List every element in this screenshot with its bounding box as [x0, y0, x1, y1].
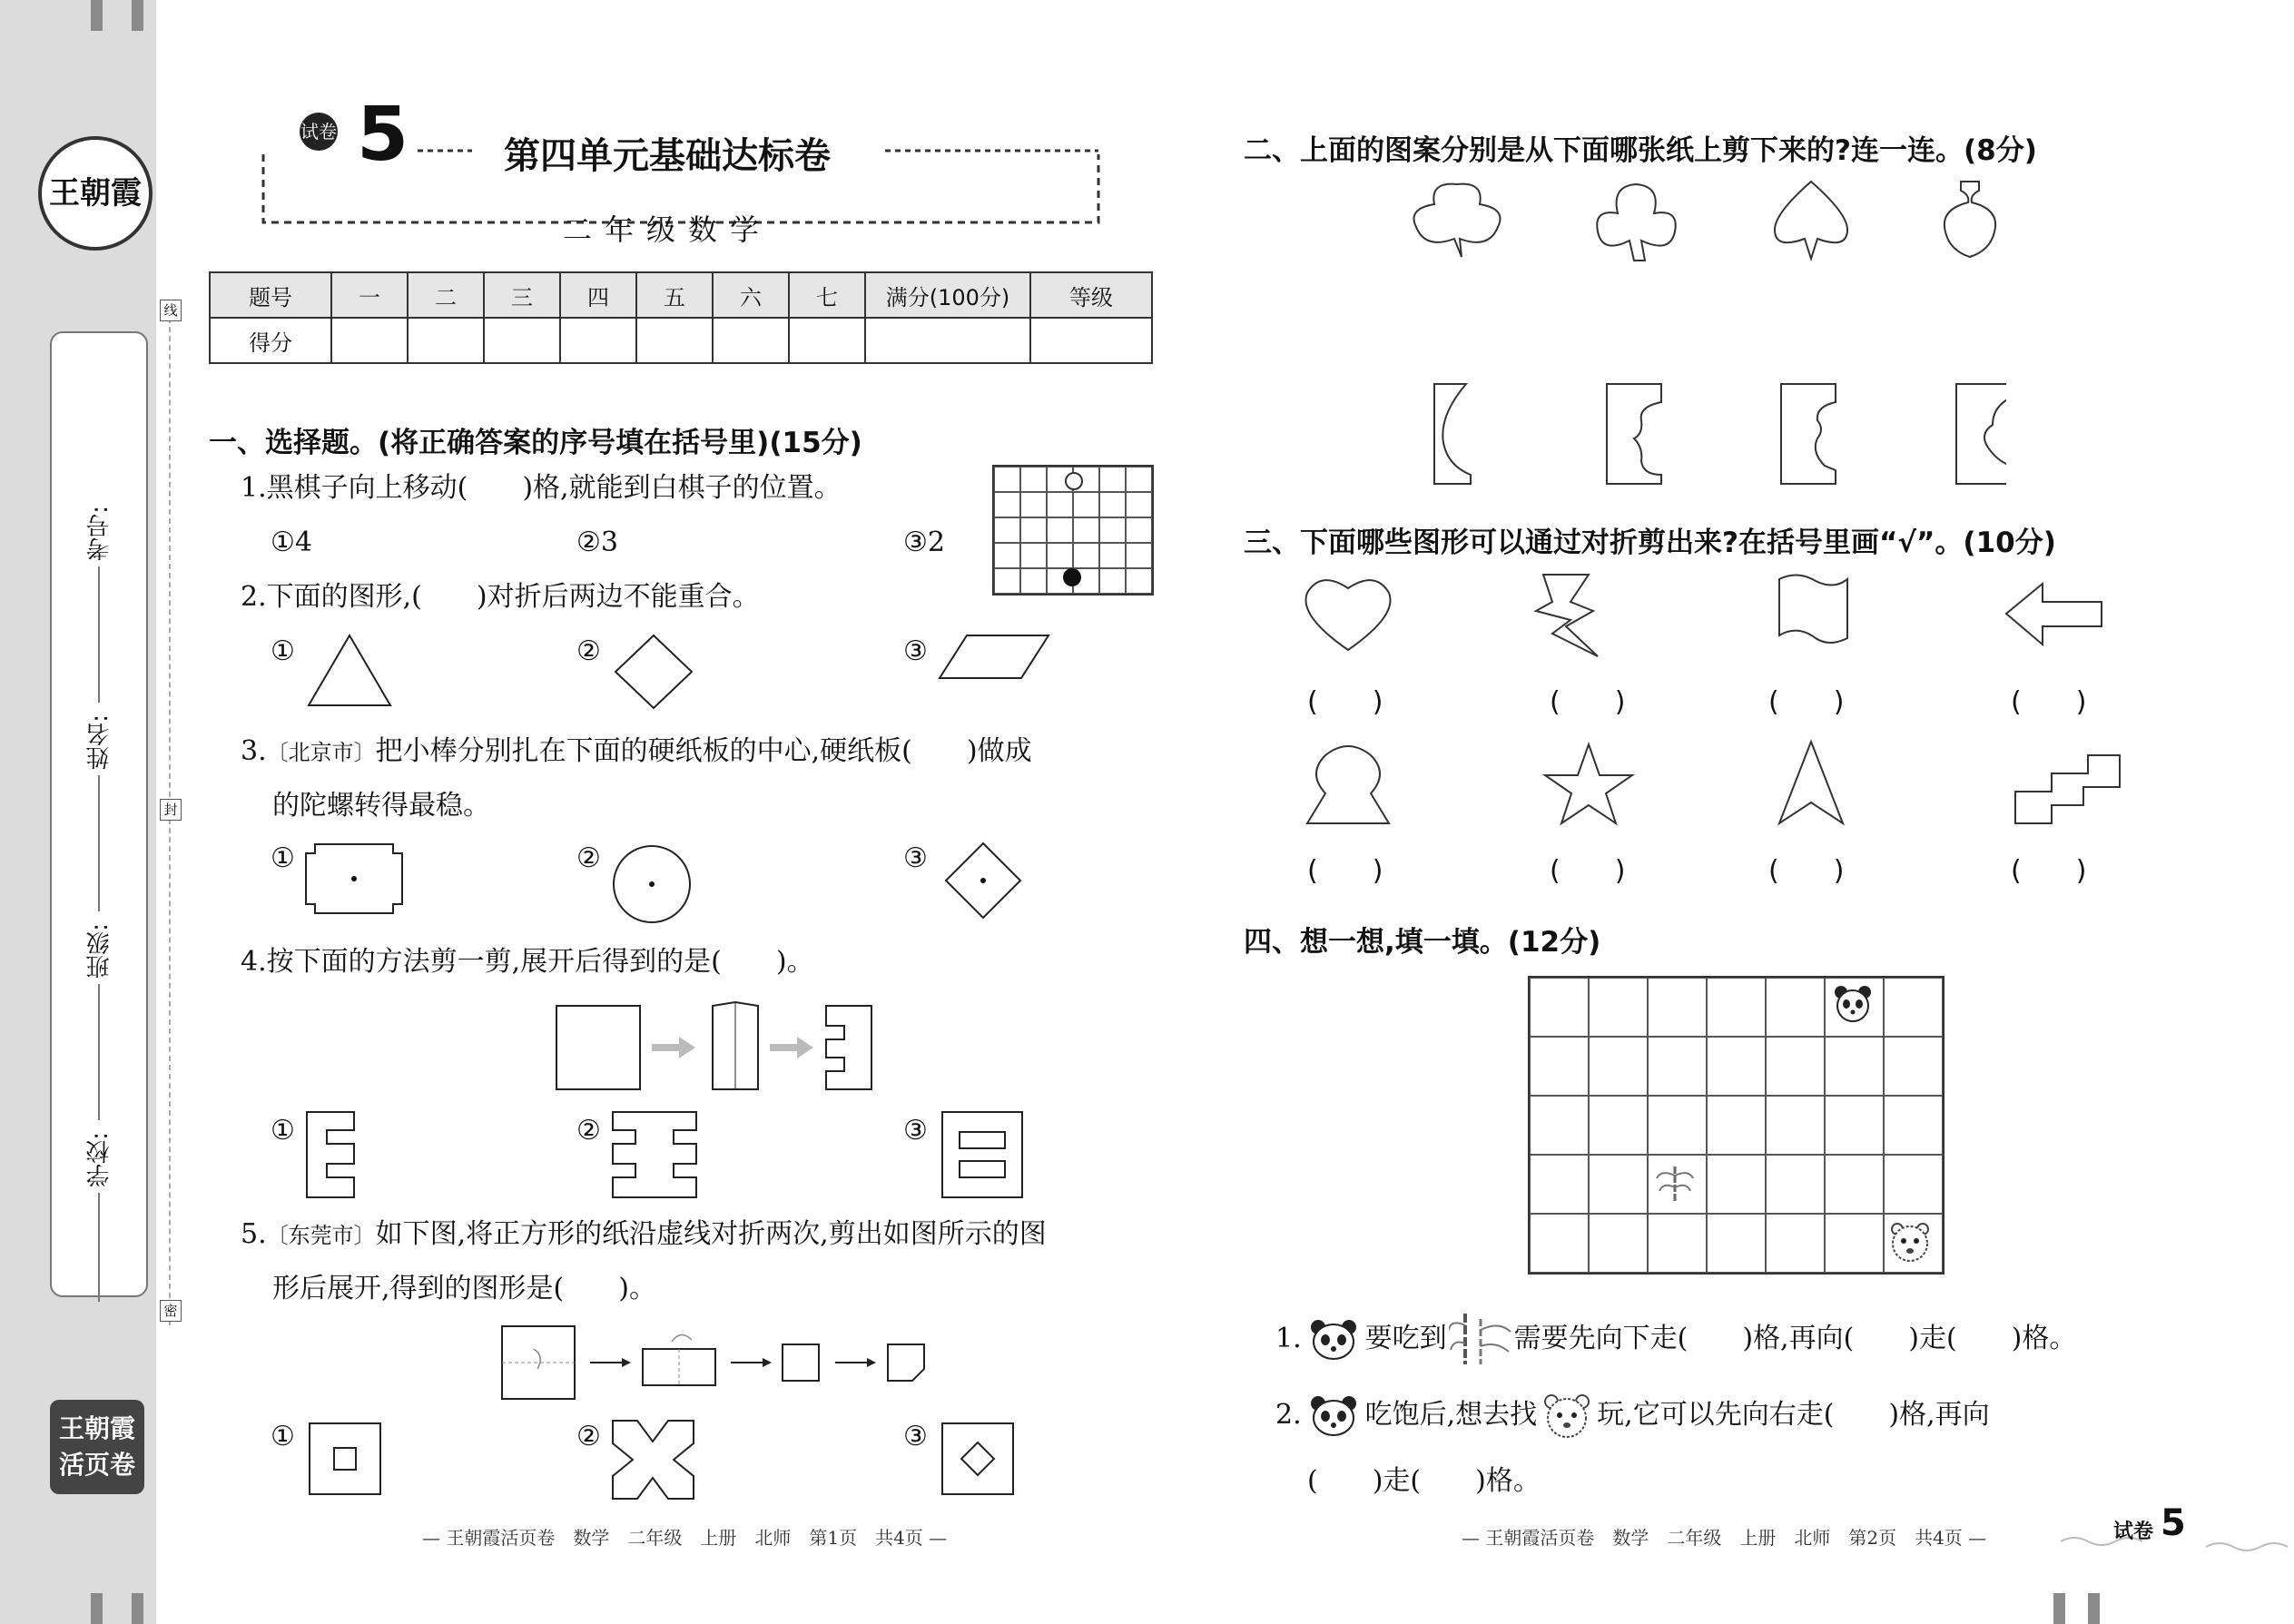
brand-badge: 王朝霞 活页卷	[50, 1400, 144, 1494]
exam-title: 第四单元基础达标卷	[504, 135, 831, 177]
triangle-shape	[300, 631, 399, 713]
bamboo-icon	[1449, 1312, 1512, 1366]
brand-logo	[38, 136, 153, 251]
s3-answer-3[interactable]: ( )	[1768, 686, 1845, 718]
diamond-hole-option	[940, 1421, 1017, 1498]
s3-answer-5[interactable]: ( )	[1307, 855, 1383, 887]
header-cell: 题号	[210, 272, 331, 318]
section4-title: 四、想一想,填一填。(12分)	[1244, 926, 1601, 959]
window-shape-option	[940, 1109, 1026, 1200]
student-info-box	[50, 331, 148, 1297]
s3-answer-6[interactable]: ( )	[1550, 855, 1626, 887]
white-piece-icon	[1065, 472, 1083, 490]
tiger-icon	[1539, 1391, 1595, 1440]
q3-text-line2: 的陀螺转得最稳。	[272, 790, 490, 822]
footer-tag-number: 5	[2161, 1502, 2186, 1544]
panda-icon	[1832, 983, 1874, 1025]
s4-q2-line2: ( )走( )格。	[1307, 1465, 1541, 1497]
diamond-shape	[608, 631, 699, 713]
section2-title: 二、上面的图案分别是从下面哪张纸上剪下来的?连一连。(8分)	[1244, 134, 2037, 167]
x-shape-option	[610, 1418, 696, 1501]
footer-right: — 王朝霞活页卷 数学 二年级 上册 北师 第2页 共4页 —	[1462, 1527, 1987, 1549]
q2-option-a[interactable]: ①	[271, 635, 295, 667]
score-cell[interactable]	[331, 318, 408, 363]
circle-board-shape	[610, 842, 694, 926]
name-field[interactable]: 姓名:	[52, 714, 146, 911]
exam-badge: 试卷	[300, 113, 338, 151]
map-grid	[1528, 976, 1944, 1275]
q2-text: 2.下面的图形,( )对折后两边不能重合。	[241, 581, 760, 613]
s4-q2: 2. 吃饱后,想去找 玩,它可以先向右走( )格,再向	[1275, 1391, 1990, 1440]
double-e-shape-option	[610, 1109, 701, 1200]
fold-process-diagram	[499, 1324, 926, 1401]
e-shape-option	[304, 1109, 359, 1200]
q1-option-a[interactable]: ①4	[271, 527, 312, 558]
q3-option-b[interactable]: ②	[576, 842, 601, 874]
q2-option-c[interactable]: ③	[903, 635, 928, 667]
q3-option-c[interactable]: ③	[903, 842, 928, 874]
exam-subtitle: 二年级数学	[563, 212, 773, 247]
panda-icon	[1305, 1393, 1362, 1438]
binding-close-char: 密	[160, 1300, 182, 1322]
q5-option-c[interactable]: ③	[903, 1421, 928, 1452]
black-piece-icon	[1063, 568, 1081, 586]
q5-text: 5.〔东莞市〕如下图,将正方形的纸沿虚线对折两次,剪出如图所示的图	[241, 1218, 1047, 1250]
s3-answer-2[interactable]: ( )	[1550, 686, 1626, 718]
tiger-icon	[1886, 1218, 1934, 1265]
q2-option-b[interactable]: ②	[576, 635, 601, 667]
score-row-label: 得分	[210, 318, 331, 363]
section1-title: 一、选择题。(将正确答案的序号填在括号里)(15分)	[209, 427, 862, 459]
q5-text-line2: 形后展开,得到的图形是( )。	[272, 1273, 656, 1304]
bamboo-icon	[1652, 1162, 1698, 1207]
footer-left: — 王朝霞活页卷 数学 二年级 上册 北师 第1页 共4页 —	[422, 1527, 948, 1549]
q3-text: 3.〔北京市〕把小棒分别扎在下面的硬纸板的中心,硬纸板( )做成	[241, 735, 1032, 767]
cut-patterns	[1407, 177, 2006, 268]
s3-answer-7[interactable]: ( )	[1768, 855, 1845, 887]
q5-option-a[interactable]: ①	[271, 1421, 295, 1452]
q4-option-a[interactable]: ①	[271, 1115, 295, 1147]
q1-text: 1.黑棋子向上移动( )格,就能到白棋子的位置。	[241, 472, 842, 504]
q3-option-a[interactable]: ①	[271, 842, 295, 874]
diamond-board-shape	[942, 840, 1024, 921]
school-field[interactable]: 学校:	[52, 1132, 146, 1302]
footer-tag: 试卷	[2113, 1521, 2154, 1543]
paper-pieces	[1425, 379, 2006, 488]
s3-answer-1[interactable]: ( )	[1307, 686, 1383, 718]
cut-process-diagram	[554, 999, 890, 1094]
binding-line-char: 线	[160, 300, 182, 321]
fold-shapes-row1	[1298, 570, 2133, 670]
q1-option-c[interactable]: ③2	[903, 527, 945, 558]
s3-answer-8[interactable]: ( )	[2011, 855, 2087, 887]
exam-no-field[interactable]: 考号:	[52, 506, 146, 703]
score-table: 题号 一 二 三 四 五 六 七 满分(100分) 等级 得分	[209, 271, 1153, 364]
notched-board-shape	[304, 842, 404, 915]
q5-option-b[interactable]: ②	[576, 1421, 601, 1452]
fold-shapes-row2	[1298, 737, 2133, 837]
q1-option-b[interactable]: ②3	[576, 527, 618, 558]
square-hole-option	[307, 1421, 384, 1498]
logo-text: 王朝霞	[49, 175, 142, 212]
parallelogram-shape	[935, 631, 1053, 685]
q4-option-c[interactable]: ③	[903, 1115, 928, 1147]
section3-title: 三、下面哪些图形可以通过对折剪出来?在括号里画“√”。(10分)	[1244, 527, 2056, 559]
s3-answer-4[interactable]: ( )	[2011, 686, 2087, 718]
s4-q1: 1. 要吃到 需要先向下走( )格,再向( )走( )格。	[1275, 1312, 2076, 1366]
exam-number: 5	[357, 92, 409, 178]
panda-icon	[1305, 1316, 1362, 1362]
binding-seal-char: 封	[160, 799, 182, 821]
q4-text: 4.按下面的方法剪一剪,展开后得到的是( )。	[241, 946, 814, 978]
class-field[interactable]: 班级:	[52, 923, 146, 1120]
q4-option-b[interactable]: ②	[576, 1115, 601, 1147]
